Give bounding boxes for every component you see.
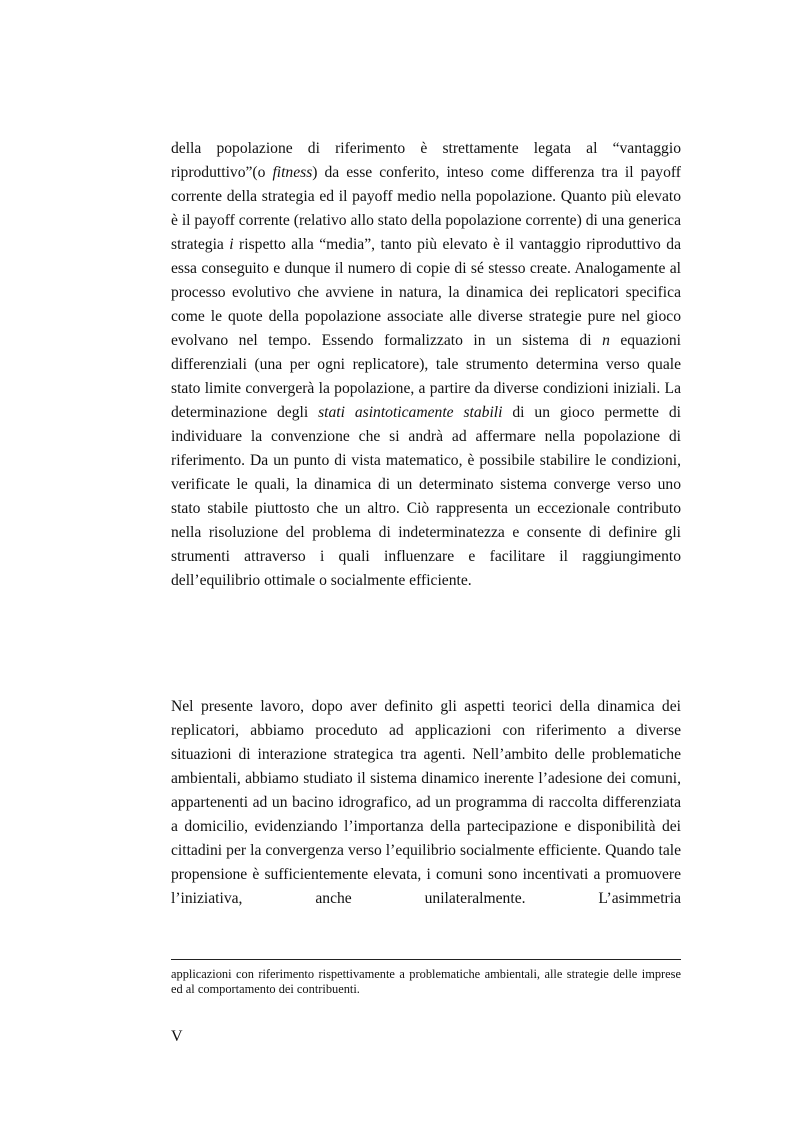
footnote-text: applicazioni con riferimento rispettivamente a problematiche ambientali, alle strategie delle imprese ed al comportamento dei contribuenti. xyxy=(171,967,681,996)
variable-i: i xyxy=(229,236,234,253)
footnote-separator xyxy=(171,959,681,960)
stati-asintoticamente-stabili-term: stati asintoticamente stabili xyxy=(318,404,503,421)
fitness-term: fitness xyxy=(272,164,313,181)
paragraph-1-text-e: di un gioco permette di individuare la convenzione che si andrà ad affermare nella popolazione di riferimento. Da un punto di vista matematico, è possibile stabilire le condizioni, verificate le quali, la dinamica di un determinato sistema converge verso uno stato stabile piuttosto che un altro. Ciò rappresenta un eccezionale contributo nella risoluzione del problema di indeterminatezza e consente di definire gli strumenti attraverso i quali influenzare e facilitare il raggiungimento dell’equilibrio ottimale o socialmente efficiente. xyxy=(171,404,681,589)
paragraph-1-text-b: ) da esse conferito, inteso come differenza tra il payoff corrente della strategia ed il payoff medio nella popolazione. Quanto più elevato è il payoff corrente (relativo allo stato della popolazione corrente) di una generica strategia xyxy=(171,164,681,253)
paragraph-1-text-d: equazioni differenziali (una per ogni replicatore), tale strumento determina verso quale stato limite convergerà la popolazione, a partire da diverse condizioni iniziali. La determinazione degli xyxy=(171,332,682,421)
variable-n: n xyxy=(602,332,610,349)
body-paragraph-2: Nel presente lavoro, dopo aver definito gli aspetti teorici della dinamica dei replicatori, abbiamo proceduto ad applicazioni con riferimento a diverse situazioni di interazione strategica tra agenti. Nell’ambito delle problematiche ambientali, abbiamo studiato il sistema dinamico inerente l’adesione dei comuni, appartenenti ad un bacino idrografico, ad un programma di raccolta differenziata a domicilio, evidenziando l’importanza della partecipazione e disponibilità dei cittadini per la convergenza verso l’equilibrio socialmente efficiente. Quando tale propensione è sufficientemente elevata, i comuni sono incentivati a promuovere l’iniziativa, anche unilateralmente. L’asimmetria xyxy=(171,698,681,907)
paragraph-1-text-c: rispetto alla “media”, tanto più elevato è il vantaggio riproduttivo da essa conseguito e dunque il numero di copie di sé stesso create. Analogamente al processo evolutivo che avviene in natura, la dinamica dei replicatori specifica come le quote della popolazione associate alle diverse strategie pure nel gioco evolvano nel tempo. Essendo formalizzato in un sistema di xyxy=(171,236,681,349)
paragraph-1-text-a: della popolazione di riferimento è strettamente legata al “vantaggio riproduttivo”(o xyxy=(171,140,681,181)
page-number: V xyxy=(171,1028,183,1045)
body-paragraph-1 xyxy=(171,137,681,593)
